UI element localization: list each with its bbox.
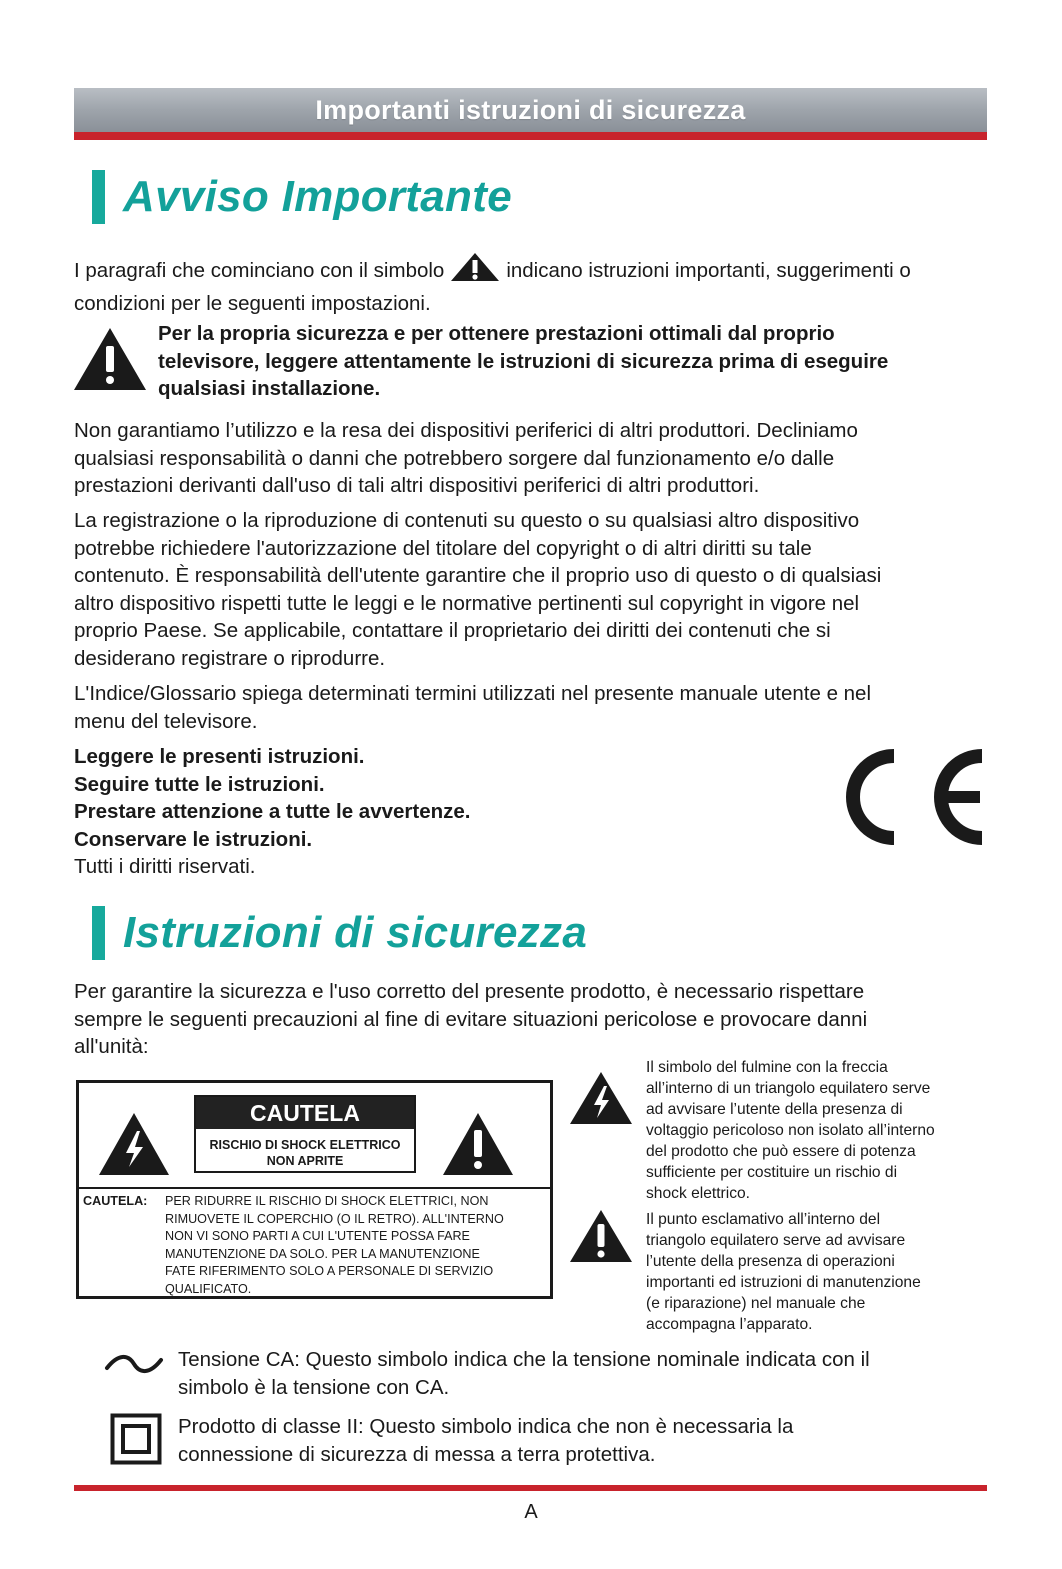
- paragraph-copyright: [74, 507, 994, 672]
- text-line: all'unità:: [74, 1035, 149, 1058]
- text-line: del prodotto che può essere di potenza: [646, 1143, 916, 1160]
- ce-mark-logo: [836, 742, 986, 857]
- instruction-item: Seguire tutte le istruzioni.: [74, 772, 325, 796]
- section-heading-avviso: [92, 170, 512, 224]
- text-line: prestazioni derivanti dall'uso di tali altri dispositivi periferici di altri produttori.: [74, 474, 760, 497]
- caution-body-line: NON VI SONO PARTI A CUI L'UTENTE POSSA FARE: [165, 1229, 470, 1243]
- text-line: all’interno di un triangolo equilatero serve: [646, 1080, 931, 1097]
- rights-text: Tutti i diritti riservati.: [74, 855, 256, 878]
- section-title: Istruzioni di sicurezza: [123, 908, 588, 957]
- caution-body-line: RIMUOVETE IL COPERCHIO (O IL RETRO). ALL'INTERNO: [165, 1211, 504, 1226]
- text-line: (e riparazione) nel manuale che: [646, 1295, 866, 1312]
- caution-divider: [79, 1187, 550, 1189]
- paragraph-peripherals: [74, 417, 994, 500]
- text-line: La registrazione o la riproduzione di contenuti su questo o su qualsiasi altro dispositivo: [74, 509, 860, 532]
- exclamation-description: [646, 1209, 986, 1335]
- text-line: altro dispositivo rispetti tutte le leggi e le normative pertinenti sul copyright in vigore nel: [74, 591, 860, 615]
- caution-subtitle-line2: NON APRITE: [266, 1154, 344, 1168]
- text-line: qualsiasi responsabilità o danni che potrebbero sorgere dal funzionamento e/o dalle: [74, 446, 835, 470]
- class-two-description: [178, 1413, 988, 1468]
- text-line: Tensione CA: Questo simbolo indica che la tensione nominale indicata con il: [178, 1348, 870, 1371]
- exclamation-symbol-icon: [568, 1208, 634, 1269]
- lightning-symbol-icon: [568, 1070, 634, 1131]
- large-warning-icon: [72, 326, 148, 397]
- text-line: desiderano registrare o riprodurre.: [74, 646, 386, 670]
- intro-text-line2: condizioni per le seguenti impostazioni.: [74, 291, 431, 315]
- text-line: shock elettrico.: [646, 1185, 751, 1202]
- lightning-description: [646, 1057, 986, 1204]
- text-line: menu del televisore.: [74, 709, 258, 733]
- safety-intro-paragraph: [74, 978, 994, 1061]
- exclamation-triangle-icon: [441, 1111, 515, 1182]
- lightning-triangle-icon: [97, 1111, 171, 1182]
- text-line: L'Indice/Glossario spiega determinati termini utilizzati nel presente manuale utente e nel: [74, 682, 872, 705]
- instruction-item: Conservare le istruzioni.: [74, 827, 313, 851]
- caution-label: CAUTELA:: [83, 1194, 148, 1208]
- footer-divider: [74, 1485, 987, 1491]
- heading-accent-bar: [92, 170, 105, 224]
- instructions-list: [74, 743, 774, 881]
- text-line: connessione di sicurezza di messa a terra protettiva.: [178, 1442, 656, 1466]
- page-number: A: [524, 1501, 538, 1523]
- intro-text-part2: indicano istruzioni importanti, suggerimenti o: [506, 259, 911, 282]
- text-line: contenuto. È responsabilità dell'utente garantire che il proprio uso di questo o di qualsiasi: [74, 564, 882, 587]
- text-line: sufficiente per costituire un rischio di: [646, 1164, 898, 1181]
- class-two-icon: [110, 1413, 162, 1470]
- header-bar: [74, 88, 987, 140]
- text-line: l’utente della presenza di operazioni: [646, 1253, 895, 1270]
- text-line: triangolo equilatero serve ad avvisare: [646, 1232, 906, 1249]
- intro-paragraph: [74, 252, 994, 317]
- section-title: Avviso Importante: [123, 172, 512, 221]
- warning-line: Per la propria sicurezza e per ottenere prestazioni ottimali dal proprio: [158, 322, 835, 345]
- warning-line: qualsiasi installazione.: [158, 377, 381, 400]
- text-line: Non garantiamo l’utilizzo e la resa dei dispositivi periferici di altri produttori. Decliniamo: [74, 419, 858, 442]
- paragraph-glossary: [74, 680, 994, 735]
- text-line: proprio Paese. Se applicabile, contattare il proprietario dei diritti dei contenuti che si: [74, 619, 831, 642]
- warning-line: televisore, leggere attentamente le istruzioni di sicurezza prima di eseguire: [158, 349, 889, 373]
- page-title: Importanti istruzioni di sicurezza: [315, 94, 746, 125]
- text-line: sempre le seguenti precauzioni al fine di evitare situazioni pericolose e provocare danni: [74, 1007, 868, 1031]
- caution-body-line: QUALIFICATO.: [165, 1281, 252, 1296]
- ac-tilde-icon: [104, 1352, 164, 1381]
- caution-body-line: MANUTENZIONE DA SOLO. PER LA MANUTENZIONE: [165, 1246, 480, 1261]
- instruction-item: Leggere le presenti istruzioni.: [74, 745, 365, 768]
- caution-header: [194, 1095, 416, 1173]
- caution-body-line: PER RIDURRE IL RISCHIO DI SHOCK ELETTRICI, NON: [165, 1194, 489, 1208]
- warning-triangle-icon: [450, 252, 500, 290]
- caution-body-line: FATE RIFERIMENTO SOLO A PERSONALE DI SERVIZIO: [165, 1264, 494, 1278]
- text-line: accompagna l’apparato.: [646, 1316, 813, 1333]
- heading-accent-bar: [92, 906, 105, 960]
- safety-warning-text: [158, 320, 998, 403]
- text-line: potrebbe richiedere l'autorizzazione del titolare del copyright o di altri diritti su tale: [74, 536, 812, 560]
- caution-label-box: [76, 1080, 553, 1299]
- text-line: simbolo è la tensione con CA.: [178, 1375, 450, 1399]
- intro-text-part1: I paragrafi che cominciano con il simbolo: [74, 259, 445, 282]
- ac-description: [178, 1346, 988, 1401]
- instruction-item: Prestare attenzione a tutte le avvertenze.: [74, 800, 471, 823]
- caution-body: [165, 1193, 550, 1298]
- text-line: Il simbolo del fulmine con la freccia: [646, 1059, 888, 1076]
- caution-title: CAUTELA: [196, 1097, 414, 1129]
- caution-subtitle-line1: RISCHIO DI SHOCK ELETTRICO: [209, 1138, 401, 1152]
- text-line: importanti ed istruzioni di manutenzione: [646, 1274, 921, 1291]
- text-line: Il punto esclamativo all’interno del: [646, 1211, 881, 1228]
- text-line: ad avvisare l’utente della presenza di: [646, 1101, 903, 1118]
- section-heading-istruzioni: [92, 906, 587, 960]
- caution-subtitle: [196, 1129, 414, 1169]
- text-line: voltaggio pericoloso non isolato all’interno: [646, 1122, 935, 1139]
- text-line: Prodotto di classe II: Questo simbolo indica che non è necessaria la: [178, 1415, 794, 1438]
- text-line: Per garantire la sicurezza e l'uso corretto del presente prodotto, è necessario rispettare: [74, 980, 865, 1003]
